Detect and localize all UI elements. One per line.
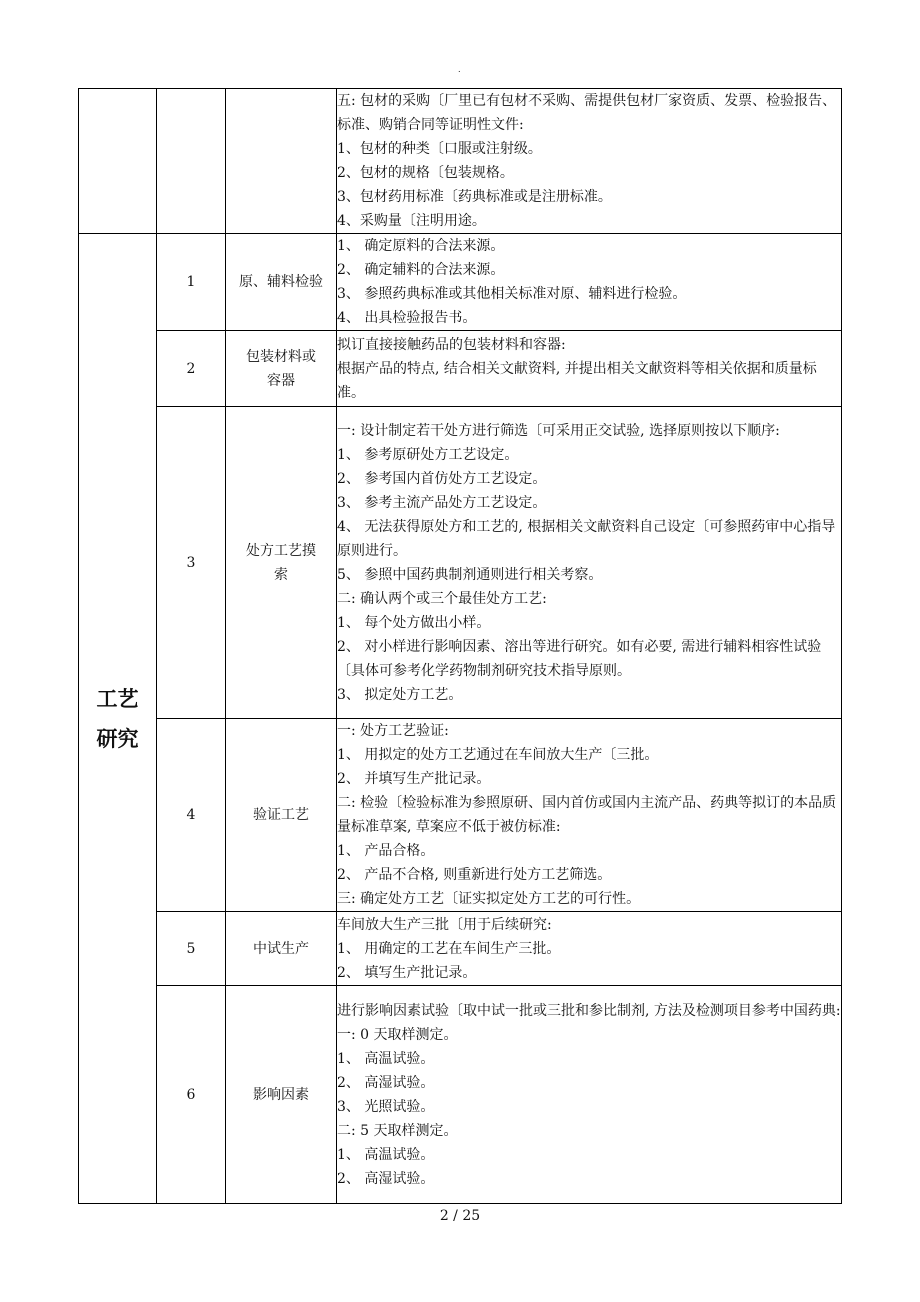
step-number: 5 bbox=[157, 912, 226, 986]
content-line: 1、 高温试验。 bbox=[337, 1050, 435, 1067]
content-line: 二: 检验〔检验标准为参照原研、国内首仿或国内主流产品、药典等拟订的本品质量标准草案, 草案应不低于被仿标准: bbox=[337, 795, 837, 835]
content-line: 2、 对小样进行影响因素、溶出等进行研究。如有必要, 需进行辅料相容性试验〔具体可参考化学药物制剂研究技术指导原则。 bbox=[337, 638, 822, 679]
content-line: 2、 产品不合格, 则重新进行处方工艺筛选。 bbox=[337, 867, 612, 883]
table-row-step-3 bbox=[79, 407, 842, 719]
content-line: 2、 参考国内首仿处方工艺设定。 bbox=[337, 470, 547, 487]
step-name-line: 影响因素 bbox=[253, 1086, 309, 1103]
empty-cell bbox=[79, 89, 157, 234]
content-line: 3、 参照药典标准或其他相关标准对原、辅料进行检验。 bbox=[337, 286, 687, 302]
step-name-line: 原、辅料检验 bbox=[239, 274, 323, 290]
content-line: 一: 0 天取样测定。 bbox=[337, 1026, 458, 1043]
step-name-line: 索 bbox=[274, 566, 288, 583]
content-line: 一: 处方工艺验证: bbox=[337, 723, 449, 739]
step-name bbox=[226, 407, 337, 719]
content-line: 3、包材药用标准〔药典标准或是注册标准。 bbox=[337, 189, 612, 205]
step-content bbox=[337, 719, 842, 912]
content-line: 进行影响因素试验〔取中试一批或三批和参比制剂, 方法及检测项目参考中国药典: bbox=[337, 1002, 841, 1019]
table-row-step-5 bbox=[79, 912, 842, 986]
content-line: 车间放大生产三批〔用于后续研究: bbox=[337, 916, 552, 933]
step-name-line: 包装材料或 bbox=[246, 348, 316, 365]
step-name-line: 验证工艺 bbox=[253, 807, 309, 823]
empty-cell bbox=[226, 89, 337, 234]
step-content bbox=[337, 331, 842, 407]
content-line: 1、 用确定的工艺在车间生产三批。 bbox=[337, 940, 561, 957]
content-line: 2、 填写生产批记录。 bbox=[337, 964, 477, 981]
step-content bbox=[337, 234, 842, 331]
content-line: 2、 确定辅料的合法来源。 bbox=[337, 262, 505, 278]
step-content bbox=[337, 407, 842, 719]
content-line: 1、包材的种类〔口服或注射级。 bbox=[337, 141, 542, 157]
content-line: 1、 确定原料的合法来源。 bbox=[337, 238, 505, 254]
step-name bbox=[226, 986, 337, 1204]
step-name bbox=[226, 234, 337, 331]
step-number: 6 bbox=[157, 986, 226, 1204]
content-line: 3、 参考主流产品处方工艺设定。 bbox=[337, 494, 547, 511]
empty-cell bbox=[157, 89, 226, 234]
section-label-line: 研究 bbox=[96, 726, 139, 751]
table-row-step-1 bbox=[79, 234, 842, 331]
content-line: 1、 参考原研处方工艺设定。 bbox=[337, 446, 519, 463]
content-line: 2、 并填写生产批记录。 bbox=[337, 771, 491, 787]
table-row-step-2 bbox=[79, 331, 842, 407]
content-line: 二: 5 天取样测定。 bbox=[337, 1122, 458, 1139]
content-line: 1、 高温试验。 bbox=[337, 1146, 435, 1163]
content-line: 1、 每个处方做出小样。 bbox=[337, 614, 491, 631]
step-content bbox=[337, 986, 842, 1204]
step-name-line: 处方工艺摸 bbox=[246, 542, 316, 559]
content-line: 1、 产品合格。 bbox=[337, 843, 435, 859]
step-content bbox=[337, 89, 842, 234]
step-name bbox=[226, 719, 337, 912]
content-line: 2、 高湿试验。 bbox=[337, 1170, 435, 1187]
content-line: 5、 参照中国药典制剂通则进行相关考察。 bbox=[337, 566, 603, 583]
step-number: 2 bbox=[157, 331, 226, 407]
content-line: 4、采购量〔注明用途。 bbox=[337, 213, 486, 229]
content-line: 一: 设计制定若干处方进行筛选〔可采用正交试验, 选择原则按以下顺序: bbox=[337, 422, 780, 439]
table-row-packaging-purchase bbox=[79, 89, 842, 234]
step-number: 1 bbox=[157, 234, 226, 331]
process-table bbox=[78, 88, 842, 1204]
page-number: 2 / 25 bbox=[439, 1208, 481, 1224]
section-label-line: 工艺 bbox=[96, 686, 139, 711]
content-line: 根据产品的特点, 结合相关文献资料, 并提出相关文献资料等相关依据和质量标准。 bbox=[337, 360, 817, 401]
table-row-step-6 bbox=[79, 986, 842, 1204]
content-line: 二: 确认两个或三个最佳处方工艺: bbox=[337, 590, 547, 607]
section-label-process-research bbox=[79, 234, 157, 1204]
step-name-line: 容器 bbox=[267, 372, 295, 389]
content-line: 1、 用拟定的处方工艺通过在车间放大生产〔三批。 bbox=[337, 747, 659, 763]
content-line: 2、 高湿试验。 bbox=[337, 1074, 435, 1091]
content-line: 拟订直接接触药品的包装材料和容器: bbox=[337, 336, 566, 353]
content-line: 4、 无法获得原处方和工艺的, 根据相关文献资料自己设定〔可参照药审中心指导原则进行。 bbox=[337, 518, 836, 559]
content-line: 五: 包材的采购〔厂里已有包材不采购、需提供包材厂家资质、发票、检验报告、标准、购销合同等证明性文件: bbox=[337, 93, 837, 133]
step-number: 4 bbox=[157, 719, 226, 912]
step-name bbox=[226, 331, 337, 407]
content-line: 2、包材的规格〔包装规格。 bbox=[337, 165, 514, 181]
step-content bbox=[337, 912, 842, 986]
content-line: 3、 拟定处方工艺。 bbox=[337, 686, 463, 703]
content-line: 4、 出具检验报告书。 bbox=[337, 310, 477, 326]
content-line: 3、 光照试验。 bbox=[337, 1098, 435, 1115]
step-name-line: 中试生产 bbox=[253, 940, 309, 957]
step-name bbox=[226, 912, 337, 986]
content-line: 三: 确定处方工艺〔证实拟定处方工艺的可行性。 bbox=[337, 891, 641, 907]
step-number: 3 bbox=[157, 407, 226, 719]
table-row-step-4 bbox=[79, 719, 842, 912]
header-dot: . bbox=[458, 65, 461, 74]
